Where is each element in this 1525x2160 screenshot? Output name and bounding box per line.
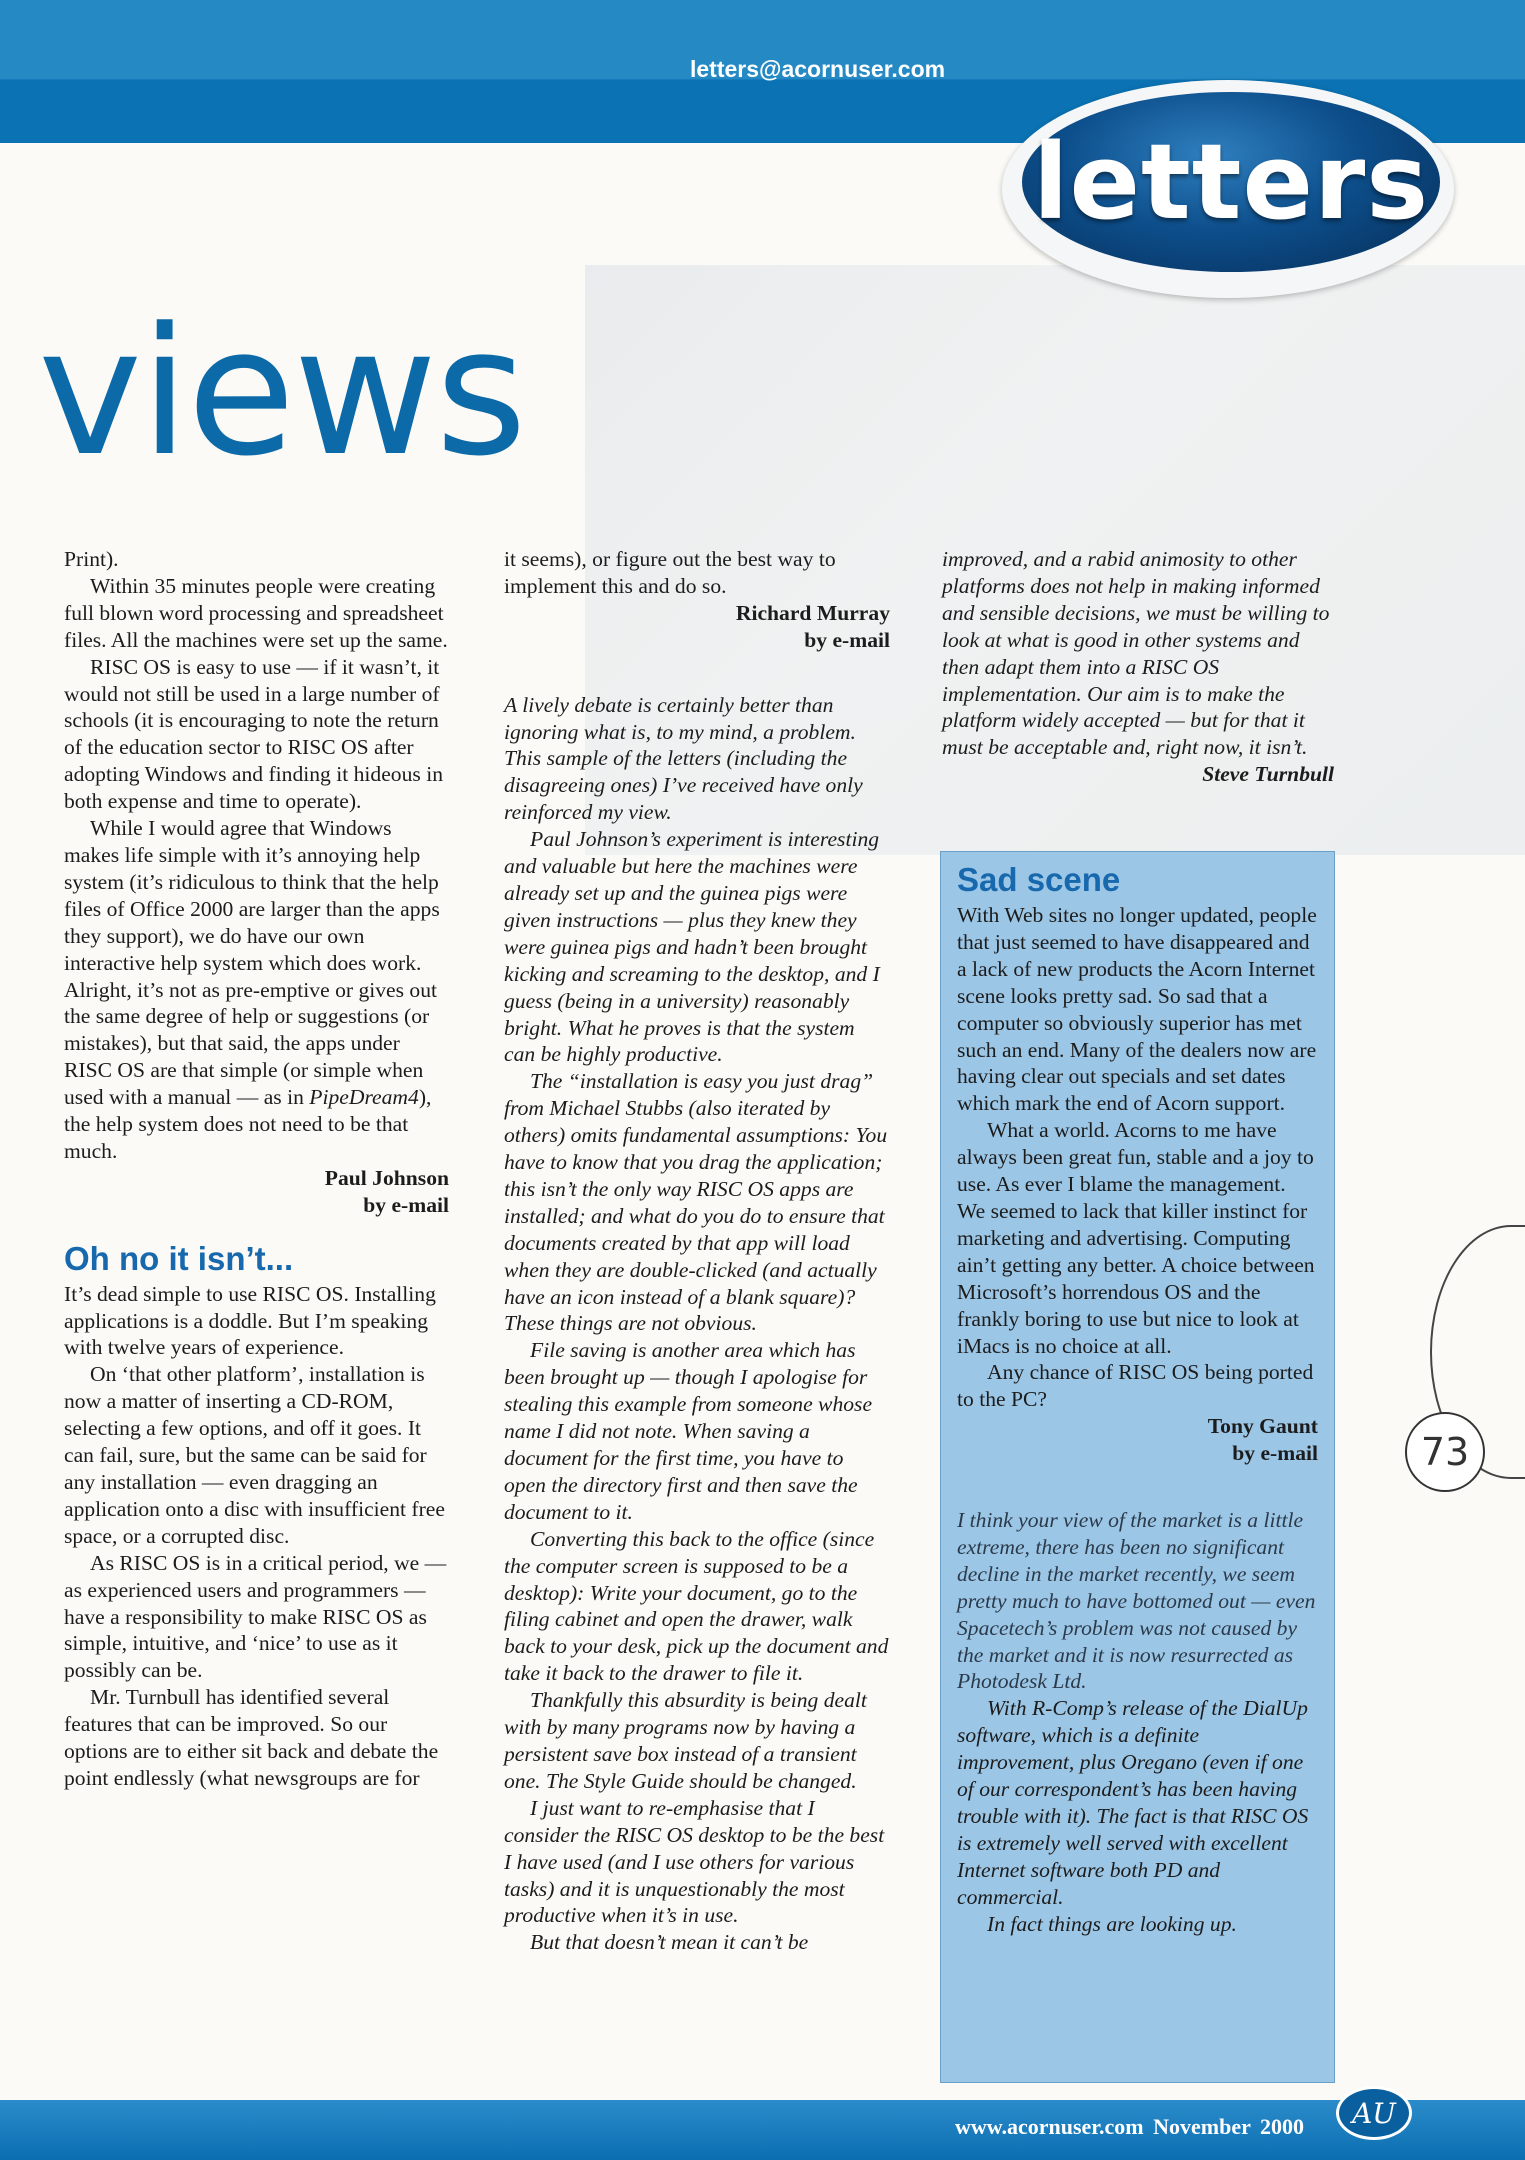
response-paragraph: But that doesn’t mean it can’t be — [530, 1930, 809, 1955]
section-logo — [1022, 92, 1440, 272]
paragraph: On ‘that other platform’, installation is now a matter of inserting a CD-ROM, selecting a few options, and off it goes. It can fail, sure, but the same can be said for any installation — even dragging an application onto a disc with insufficient free space, or a corrupted disc. — [64, 1362, 445, 1548]
response-paragraph: Thankfully this absurdity is being dealt with by many programs now by having a persistent save box instead of a transient one. The Style Guide should be changed. — [504, 1688, 867, 1793]
page-number: 73 — [1405, 1412, 1485, 1492]
response-paragraph: In fact things are looking up. — [987, 1911, 1237, 1936]
signature-via: by e-mail — [1232, 1441, 1318, 1466]
letters-email[interactable]: letters@acornuser.com — [690, 56, 946, 82]
letter-signature — [504, 600, 890, 654]
footer-bar — [0, 2100, 1525, 2160]
paragraph: As RISC OS is in a critical period, we — as experienced users and programmers — have a responsibility to make RISC OS as simple, intuitive, and ‘nice’ to use as it possibly can be. — [64, 1550, 447, 1683]
sidebar-heading: Sad scene — [957, 861, 1121, 898]
product-name: PipeDream4 — [309, 1085, 419, 1110]
response-paragraph: I just want to re-emphasise that I consider the RISC OS desktop to be the best I have used (and I use others for various tasks) and it is unquestionably the most productive when it’s in use. — [504, 1795, 885, 1928]
response-paragraph: Paul Johnson’s experiment is interesting and valuable but here the machines were already set up and the guinea pigs were given instructions — plus they knew they were guinea pigs and hadn’t been brought kicking and screaming to the desktop, and I guess (being in a university) reasonably bright. What he proves is that the system can be highly productive. — [504, 827, 880, 1067]
paragraph: It’s dead simple to use RISC OS. Installing applications is a doddle. But I’m speaking with twelve years of experience. — [64, 1281, 436, 1360]
response-paragraph: File saving is another area which has been brought up — though I apologise for stealing this example from someone whose name I did not note. When saving a document for the first time, you have to open the directory first and then save the document to it. — [504, 1338, 873, 1524]
signature-name: Paul Johnson — [324, 1165, 449, 1190]
signature-name: Tony Gaunt — [1207, 1414, 1318, 1439]
section-logo-text: letters — [1032, 121, 1430, 243]
response-paragraph: The “installation is easy you just drag” from Michael Stubbs (also iterated by others) omits fundamental assumptions: You have to know that you drag the application; this isn’t the only way RISC OS apps are installed; and what do you do to ensure that documents created by that app will load when they are double-clicked (and actually have an icon instead of a blank square)? These things are not obvious. — [504, 1069, 888, 1336]
response-paragraph: improved, and a rabid animosity to other platforms does not help in making informed and sensible decisions, we must be willing to look at what is good in other systems and then adapt them into a RISC OS implementation. Our aim is to make the platform widely accepted — but for that it must be acceptable and, right now, it isn’t. — [942, 547, 1330, 760]
paragraph: RISC OS is easy to use — if it wasn’t, it would not still be used in a large number of schools (it is encouraging to note the return of the education sector to RISC OS after adopting Windows and finding it hideous in both expense and time to operate). — [64, 654, 443, 814]
paragraph: What a world. Acorns to me have always been great fun, stable and a joy to use. As ever I blame the management. We seemed to lack that killer instinct for marketing and advertising. Computing ain’t getting any better. A choice between Microsoft’s horrendous OS and the frankly boring to use but nice to look at iMacs is no choice at all. — [957, 1118, 1315, 1358]
sidebar-box — [940, 851, 1335, 2083]
column-1 — [64, 546, 449, 1792]
paragraph-text: ), the help system does not need to be that much. — [64, 1085, 432, 1163]
acorn-user-logo: AU — [1336, 2086, 1412, 2140]
column-3 — [942, 546, 1334, 788]
column-2 — [504, 546, 890, 1956]
paragraph: With Web sites no longer updated, people that just seemed to have disappeared and a lack of new products the Acorn Internet scene looks pretty sad. So sad that a computer so obviously superior has met such an end. Many of the dealers now are having clear out specials and set dates which mark the end of Acorn support. — [957, 903, 1317, 1116]
paragraph: Any chance of RISC OS being ported to the PC? — [957, 1360, 1314, 1412]
footer-text: www.acornuser.com November 2000 — [955, 2114, 1304, 2139]
page-headline: views — [38, 290, 525, 495]
response-paragraph: A lively debate is certainly better than ignoring what is, to my mind, a problem. This sample of the letters (including the disagreeing ones) I’ve received have only reinforced my view. — [504, 692, 863, 825]
response-paragraph: With R-Comp’s release of the DialUp software, which is a definite improvement, plus Oregano (even if one of our correspondent’s has been having trouble with it). The fact is that RISC OS is extremely well served with excellent Internet software both PD and commercial. — [957, 1696, 1309, 1909]
response-signature: Steve Turnbull — [1202, 762, 1334, 787]
paragraph: Mr. Turnbull has identified several features that can be improved. So our options are to either sit back and debate the point endlessly (what newsgroups are for — [64, 1685, 439, 1790]
paragraph: Print). — [64, 547, 119, 571]
signature-name: Richard Murray — [735, 600, 890, 625]
signature-via: by e-mail — [804, 627, 890, 652]
response-paragraph: I think your view of the market is a little extreme, there has been no significant decline in the market recently, we seem pretty much to have bottomed out — even Spacetech’s problem was not caused by the market and it is now resurrected as Photodesk Ltd. — [957, 1508, 1316, 1694]
signature-via: by e-mail — [363, 1192, 449, 1217]
letter-signature — [957, 1413, 1318, 1467]
paragraph-text: While I would agree that Windows makes life simple with it’s annoying help system (it’s ridiculous to think that the help files of Office 2000 are larger than the apps they support), we do have our own interactive help system which does work. Alright, it’s not as pre-emptive or gives out the same degree of help or suggestions (or mistakes), but that said, the apps under RISC OS are that simple (or simple when used with a manual — as in — [64, 816, 440, 1110]
letter-heading: Oh no it isn’t... — [64, 1239, 294, 1277]
paragraph — [64, 815, 449, 1165]
paragraph: it seems), or figure out the best way to implement this and do so. — [504, 547, 836, 598]
paragraph: Within 35 minutes people were creating full blown word processing and spreadsheet files. All the machines were set up the same. — [64, 573, 448, 652]
response-paragraph: Converting this back to the office (since the computer screen is supposed to be a desktop): Write your document, go to the filing cabinet and open the drawer, walk back to your desk, pick up the document and take it back to the drawer to file it. — [504, 1526, 889, 1686]
letter-signature — [64, 1165, 449, 1219]
